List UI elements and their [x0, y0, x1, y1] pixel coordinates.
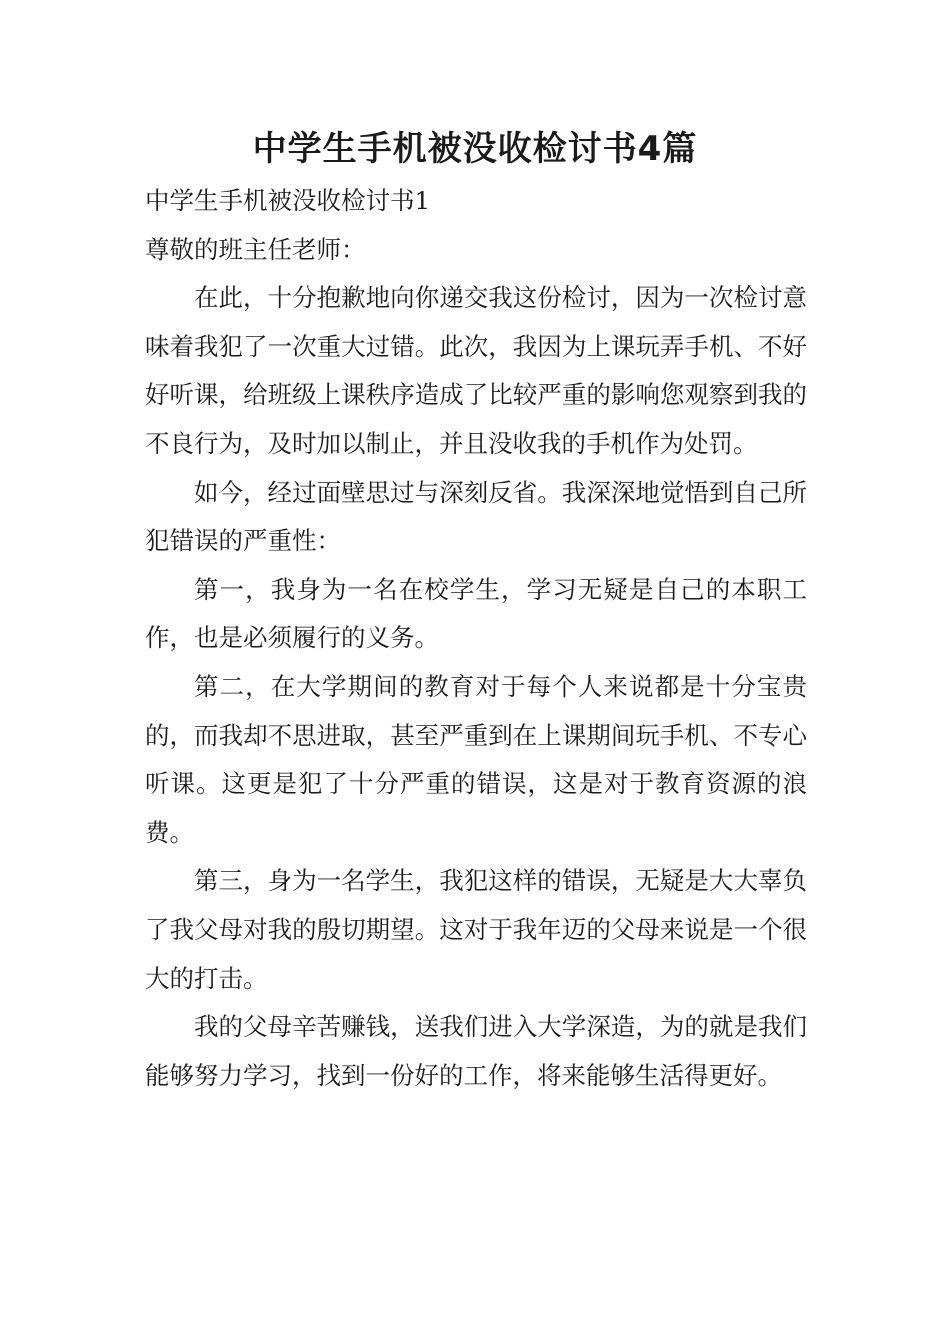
paragraph-3: 第一，我身为一名在校学生，学习无疑是自己的本职工作，也是必须履行的义务。: [145, 574, 807, 653]
paragraph-4: 第二，在大学期间的教育对于每个人来说都是十分宝贵的，而我却不思进取，甚至严重到在上课期间玩手机、不专心听课。这更是犯了十分严重的错误，这是对于教育资源的浪费。: [145, 671, 807, 847]
document-title: 中学生手机被没收检讨书4篇: [252, 129, 698, 169]
paragraph-5: 第三，身为一名学生，我犯这样的错误，无疑是大大辜负了我父母对我的殷切期望。这对于我年迈的父母来说是一个很大的打击。: [145, 866, 807, 993]
paragraph-6: 我的父母辛苦赚钱，送我们进入大学深造，为的就是我们能够努力学习，找到一份好的工作，将来能够生活得更好。: [145, 1012, 807, 1090]
section-heading: 中学生手机被没收检讨书1: [145, 186, 431, 215]
document-body: [145, 177, 807, 1100]
salutation: 尊敬的班主任老师：: [145, 234, 366, 264]
paragraph-1: 在此，十分抱歉地向你递交我这份检讨，因为一次检讨意味着我犯了一次重大过错。此次，我因为上课玩弄手机、不好好听课，给班级上课秩序造成了比较严重的影响您观察到我的不良行为，及时加以制止，并且没收我的手机作为处罚。: [145, 283, 807, 458]
paragraph-2: 如今，经过面壁思过与深刻反省。我深深地觉悟到自己所犯错误的严重性：: [145, 477, 807, 556]
